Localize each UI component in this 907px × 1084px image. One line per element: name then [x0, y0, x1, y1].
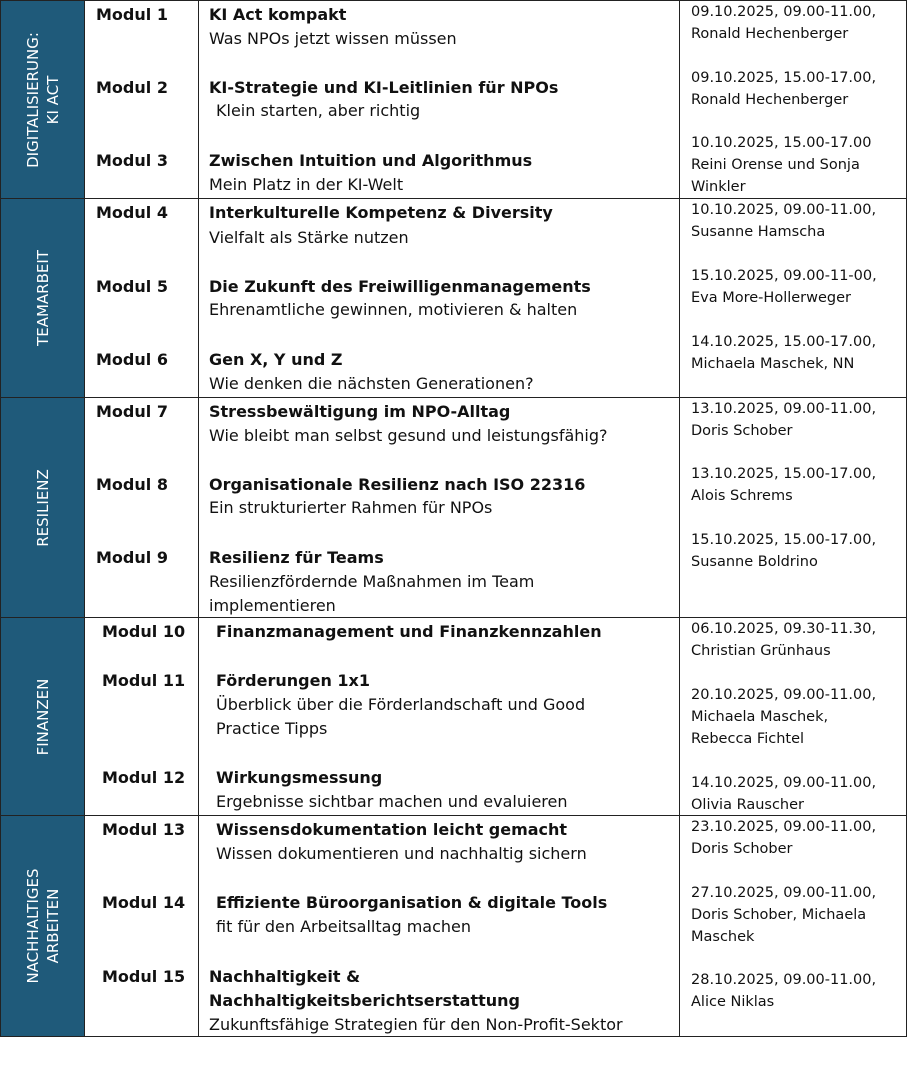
- modul-subtitle: Wissen dokumentieren und nachhaltig sichern: [216, 844, 587, 863]
- modul-number: Modul 15: [102, 967, 186, 986]
- section-label: FINANZEN: [33, 678, 52, 755]
- modul-people: Alice Niklas: [691, 994, 775, 1010]
- sidebar-digitalisierung: [0, 0, 85, 199]
- modul-people: Doris Schober: [691, 841, 793, 857]
- modul-date: 15.10.2025, 15.00-17.00,: [691, 532, 877, 548]
- modul-number: Modul 5: [96, 277, 168, 296]
- modul-subtitle: Practice Tipps: [216, 719, 328, 738]
- modul-number: Modul 7: [96, 402, 168, 421]
- modul-subtitle: Vielfalt als Stärke nutzen: [209, 228, 409, 247]
- modul-date: 10.10.2025, 15.00-17.00: [691, 135, 872, 151]
- modul-number: Modul 13: [102, 820, 186, 839]
- sidebar-finanzen: [0, 617, 85, 816]
- modul-number: Modul 12: [102, 768, 186, 787]
- modul-date: 13.10.2025, 15.00-17.00,: [691, 466, 877, 482]
- modul-subtitle: Mein Platz in der KI-Welt: [209, 175, 404, 194]
- modul-people: Alois Schrems: [691, 488, 793, 504]
- modul-date: 23.10.2025, 09.00-11.00,: [691, 819, 877, 835]
- modul-number: Modul 3: [96, 151, 168, 170]
- section-label: NACHHALTIGES ARBEITEN: [23, 868, 62, 984]
- modul-subtitle: Klein starten, aber richtig: [216, 101, 421, 120]
- modul-title: Gen X, Y und Z: [209, 350, 343, 369]
- modul-subtitle: Ergebnisse sichtbar machen und evaluieren: [216, 792, 568, 811]
- modul-date: 20.10.2025, 09.00-11.00,: [691, 687, 877, 703]
- modul-title: Wissensdokumentation leicht gemacht: [216, 820, 568, 839]
- modul-subtitle: Wie bleibt man selbst gesund und leistungsfähig?: [209, 426, 608, 445]
- modul-number: Modul 10: [102, 622, 186, 641]
- modul-people: Susanne Boldrino: [691, 554, 818, 570]
- modul-people: Maschek: [691, 929, 755, 945]
- modul-people: Doris Schober, Michaela: [691, 907, 867, 923]
- modul-title: KI Act kompakt: [209, 5, 347, 24]
- modul-date: 27.10.2025, 09.00-11.00,: [691, 885, 877, 901]
- sidebar-resilienz: [0, 397, 85, 618]
- modul-people: Christian Grünhaus: [691, 643, 831, 659]
- modul-title: Zwischen Intuition und Algorithmus: [209, 151, 533, 170]
- modul-title: Finanzmanagement und Finanzkennzahlen: [216, 622, 602, 641]
- modul-number: Modul 8: [96, 475, 168, 494]
- modul-number: Modul 2: [96, 78, 168, 97]
- modul-subtitle: fit für den Arbeitsalltag machen: [216, 917, 472, 936]
- modul-title: Effiziente Büroorganisation & digitale Tools: [216, 893, 608, 912]
- modul-title: Resilienz für Teams: [209, 548, 384, 567]
- modul-title: Nachhaltigkeitsberichtserstattung: [209, 991, 521, 1010]
- modul-title: Nachhaltigkeit &: [209, 967, 361, 986]
- sidebar-teamarbeit: [0, 198, 85, 398]
- modul-title: Interkulturelle Kompetenz & Diversity: [209, 203, 553, 222]
- modul-people: Ronald Hechenberger: [691, 26, 849, 42]
- modul-people: Susanne Hamscha: [691, 224, 826, 240]
- modul-people: Michaela Maschek,: [691, 709, 829, 725]
- modul-title: Förderungen 1x1: [216, 671, 370, 690]
- modul-title: Stressbewältigung im NPO-Alltag: [209, 402, 511, 421]
- modul-subtitle: implementieren: [209, 596, 336, 615]
- section-label: DIGITALISIERUNG: KI ACT: [23, 31, 62, 168]
- section-label: TEAMARBEIT: [33, 250, 52, 346]
- modul-date: 10.10.2025, 09.00-11.00,: [691, 202, 877, 218]
- modul-people: Eva More-Hollerweger: [691, 290, 851, 306]
- modul-subtitle: Resilienzfördernde Maßnahmen im Team: [209, 572, 535, 591]
- modul-number: Modul 1: [96, 5, 168, 24]
- modul-subtitle: Ein strukturierter Rahmen für NPOs: [209, 498, 493, 517]
- modul-people: Reini Orense und Sonja: [691, 157, 860, 173]
- modul-number: Modul 4: [96, 203, 168, 222]
- modul-date: 14.10.2025, 09.00-11.00,: [691, 775, 877, 791]
- modul-people: Winkler: [691, 179, 746, 195]
- modul-number: Modul 14: [102, 893, 186, 912]
- modul-date: 13.10.2025, 09.00-11.00,: [691, 401, 877, 417]
- modul-number: Modul 6: [96, 350, 168, 369]
- modul-subtitle: Überblick über die Förderlandschaft und Good: [216, 695, 586, 714]
- modul-date: 15.10.2025, 09.00-11-00,: [691, 268, 877, 284]
- modul-people: Michaela Maschek, NN: [691, 356, 855, 372]
- modul-date: 09.10.2025, 09.00-11.00,: [691, 4, 877, 20]
- modul-title: KI-Strategie und KI-Leitlinien für NPOs: [209, 78, 559, 97]
- modul-number: Modul 11: [102, 671, 186, 690]
- modul-number: Modul 9: [96, 548, 168, 567]
- modul-title: Organisationale Resilienz nach ISO 22316: [209, 475, 586, 494]
- modul-subtitle: Ehrenamtliche gewinnen, motivieren & halten: [209, 300, 578, 319]
- modul-title: Wirkungsmessung: [216, 768, 383, 787]
- modul-people: Ronald Hechenberger: [691, 92, 849, 108]
- modul-subtitle: Zukunftsfähige Strategien für den Non-Profit-Sektor: [209, 1015, 623, 1034]
- section-label: RESILIENZ: [33, 468, 52, 547]
- sidebar-nachhaltiges-arbeiten: [0, 815, 85, 1037]
- modul-date: 06.10.2025, 09.30-11.30,: [691, 621, 877, 637]
- modul-date: 14.10.2025, 15.00-17.00,: [691, 334, 877, 350]
- modul-subtitle: Was NPOs jetzt wissen müssen: [209, 29, 457, 48]
- modul-people: Rebecca Fichtel: [691, 731, 805, 747]
- modul-people: Doris Schober: [691, 423, 793, 439]
- modul-people: Olivia Rauscher: [691, 797, 805, 813]
- modul-date: 28.10.2025, 09.00-11.00,: [691, 972, 877, 988]
- modul-date: 09.10.2025, 15.00-17.00,: [691, 70, 877, 86]
- modul-title: Die Zukunft des Freiwilligenmanagements: [209, 277, 591, 296]
- modul-subtitle: Wie denken die nächsten Generationen?: [209, 374, 534, 393]
